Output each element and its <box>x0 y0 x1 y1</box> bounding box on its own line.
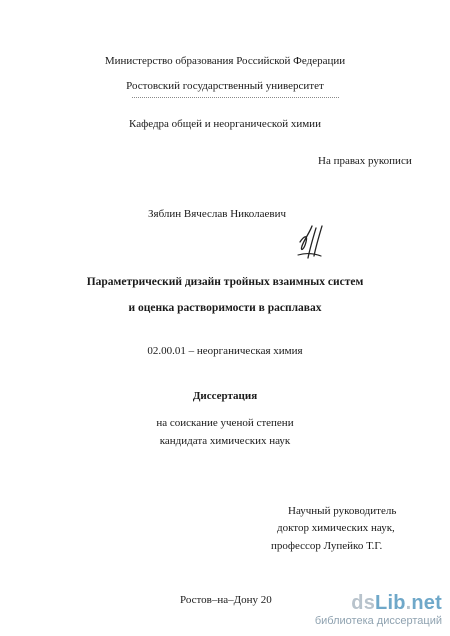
dslib-watermark <box>315 592 442 628</box>
dissertation-title-line-1: Параметрический дизайн тройных взаимных систем <box>86 276 364 288</box>
handwritten-signature <box>296 222 326 262</box>
university-name: Ростовский государственный университет <box>126 80 324 92</box>
supervisor-label: Научный руководитель <box>288 505 397 517</box>
supervisor-name: профессор Лупейко Т.Г. <box>271 540 383 552</box>
dslib-logo: dsLib.net <box>351 592 442 614</box>
document-type: Диссертация <box>192 390 258 402</box>
place-and-year: Ростов–на–Дону 20 <box>180 594 272 606</box>
dissertation-title-line-2: и оценка растворимости в расплавах <box>128 302 322 314</box>
specialty-code: 02.00.01 – неорганическая химия <box>147 345 303 357</box>
department-name: Кафедра общей и неорганической химии <box>129 118 321 130</box>
university-underline <box>132 97 339 98</box>
supervisor-degree: доктор химических наук, <box>277 522 395 534</box>
degree-purpose-line-2: кандидата химических наук <box>159 435 291 447</box>
manuscript-rights-note: На правах рукописи <box>318 155 412 167</box>
ministry-name: Министерство образования Российской Федерации <box>104 55 346 67</box>
dslib-tagline: библиотека диссертаций <box>314 615 442 627</box>
author-name: Зяблин Вячеслав Николаевич <box>148 208 287 220</box>
degree-purpose-line-1: на соискание ученой степени <box>156 417 294 429</box>
